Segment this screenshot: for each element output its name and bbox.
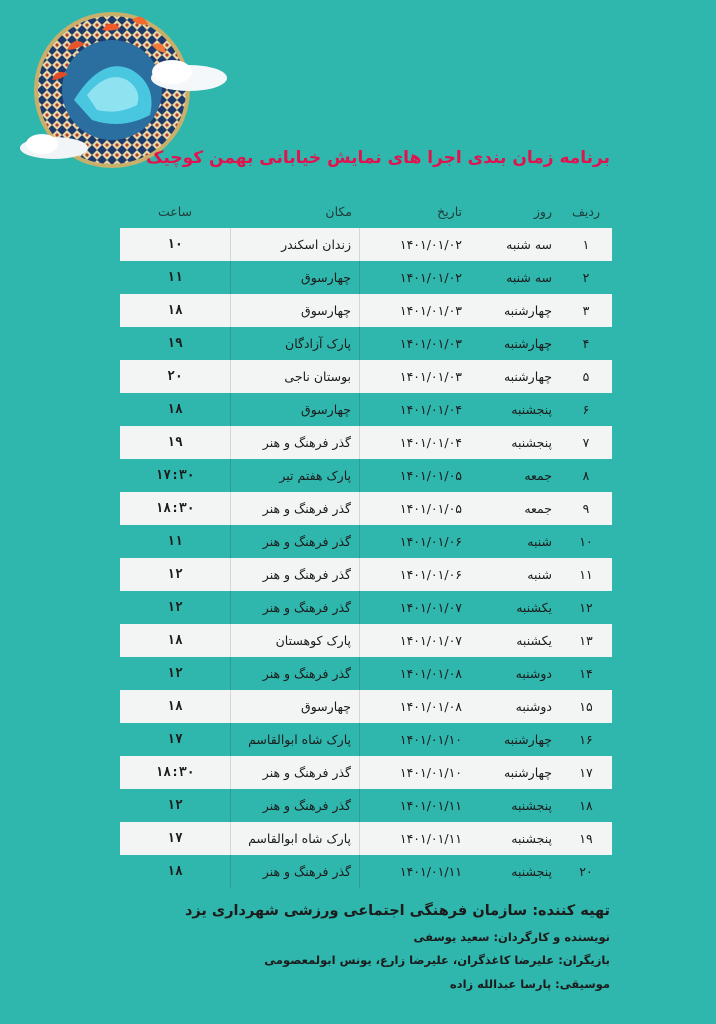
row-day: جمعه	[524, 501, 552, 516]
row-day: سه شنبه	[506, 270, 552, 285]
row-time: ۱۸	[167, 303, 183, 318]
row-time: ۱۹	[167, 336, 183, 351]
table-row	[120, 492, 612, 525]
row-time: ۱۷:۳۰	[155, 468, 195, 483]
row-day: شنبه	[527, 567, 552, 582]
row-date: ۱۴۰۱/۰۱/۰۴	[399, 402, 462, 417]
row-date: ۱۴۰۱/۰۱/۱۱	[399, 798, 462, 813]
footer-organizer: تهیه کننده: سازمان فرهنگی اجتماعی ورزشی شهرداری یزد	[184, 903, 610, 919]
row-place: چهارسوق	[230, 261, 360, 294]
row-index: ۹	[582, 501, 590, 516]
row-date: ۱۴۰۱/۰۱/۰۲	[399, 270, 462, 285]
row-index: ۱۹	[579, 831, 593, 846]
row-date: ۱۴۰۱/۰۱/۱۰	[399, 732, 462, 747]
row-date: ۱۴۰۱/۰۱/۰۶	[399, 534, 462, 549]
table-row	[120, 822, 612, 855]
row-index: ۱۳	[579, 633, 593, 648]
row-day: چهارشنبه	[503, 336, 552, 351]
table-row	[120, 360, 612, 393]
header-time: ساعت	[157, 203, 192, 219]
row-date: ۱۴۰۱/۰۱/۰۶	[399, 567, 462, 582]
row-date: ۱۴۰۱/۰۱/۰۴	[399, 435, 462, 450]
row-day: شنبه	[527, 534, 552, 549]
row-time: ۱۷	[167, 831, 183, 846]
row-day: یکشنبه	[516, 600, 552, 615]
row-time: ۱۲	[167, 567, 183, 582]
row-index: ۶	[582, 402, 590, 417]
table-row	[120, 789, 612, 822]
row-time: ۱۸	[167, 402, 183, 417]
table-row	[120, 591, 612, 624]
row-place: پارک کوهستان	[230, 624, 360, 657]
table-row	[120, 624, 612, 657]
table-row	[120, 558, 612, 591]
page-title: برنامه زمان بندی اجرا های نمایش خیابانی بهمن کوچیک	[145, 148, 610, 168]
table-row	[120, 459, 612, 492]
row-day: پنجشنبه	[511, 831, 552, 846]
schedule-table	[120, 194, 612, 888]
row-index: ۱۰	[579, 534, 593, 549]
table-header	[120, 194, 612, 228]
row-date: ۱۴۰۱/۰۱/۰۸	[399, 699, 462, 714]
row-place: پارک آزادگان	[230, 327, 360, 360]
table-row	[120, 723, 612, 756]
row-place: گذر فرهنگ و هنر	[230, 426, 360, 459]
row-time: ۱۸:۳۰	[155, 765, 195, 780]
row-date: ۱۴۰۱/۰۱/۰۲	[399, 237, 462, 252]
row-place: چهارسوق	[230, 690, 360, 723]
header-day: روز	[533, 203, 552, 219]
row-place: گذر فرهنگ و هنر	[230, 591, 360, 624]
header-index: ردیف	[571, 203, 601, 219]
table-row	[120, 261, 612, 294]
row-index: ۱	[582, 237, 590, 252]
table-row	[120, 393, 612, 426]
row-day: چهارشنبه	[503, 303, 552, 318]
row-index: ۱۱	[579, 567, 593, 582]
row-index: ۱۶	[579, 732, 593, 747]
row-day: پنجشنبه	[511, 798, 552, 813]
row-place: زندان اسکندر	[230, 228, 360, 261]
row-day: پنجشنبه	[511, 435, 552, 450]
row-index: ۱۵	[579, 699, 593, 714]
row-index: ۳	[582, 303, 590, 318]
row-day: یکشنبه	[516, 633, 552, 648]
footer-actors: بازیگران: علیرضا کاغذگران، علیرضا زارع، یونس ابولمعصومی	[264, 953, 610, 967]
row-index: ۵	[582, 369, 590, 384]
row-day: سه شنبه	[506, 237, 552, 252]
row-date: ۱۴۰۱/۰۱/۰۳	[399, 369, 462, 384]
row-date: ۱۴۰۱/۰۱/۰۳	[399, 303, 462, 318]
row-date: ۱۴۰۱/۰۱/۰۵	[399, 501, 462, 516]
table-row	[120, 228, 612, 261]
row-date: ۱۴۰۱/۰۱/۰۳	[399, 336, 462, 351]
row-place: بوستان ناجی	[230, 360, 360, 393]
table-row	[120, 690, 612, 723]
row-day: چهارشنبه	[503, 732, 552, 747]
row-index: ۱۲	[579, 600, 593, 615]
row-place: گذر فرهنگ و هنر	[230, 789, 360, 822]
table-row	[120, 327, 612, 360]
row-place: گذر فرهنگ و هنر	[230, 558, 360, 591]
row-time: ۱۲	[167, 666, 183, 681]
row-index: ۱۸	[579, 798, 593, 813]
row-date: ۱۴۰۱/۰۱/۰۵	[399, 468, 462, 483]
row-place: پارک شاه ابوالقاسم	[230, 723, 360, 756]
table-row	[120, 756, 612, 789]
row-index: ۸	[582, 468, 590, 483]
row-day: دوشنبه	[515, 699, 552, 714]
row-time: ۱۸	[167, 633, 183, 648]
row-index: ۱۴	[579, 666, 593, 681]
row-day: دوشنبه	[515, 666, 552, 681]
table-row	[120, 855, 612, 888]
row-time: ۱۷	[167, 732, 183, 747]
header-place: مکان	[325, 203, 352, 219]
row-place: پارک هفتم تیر	[230, 459, 360, 492]
row-time: ۱۸	[167, 699, 183, 714]
row-index: ۷	[582, 435, 590, 450]
row-date: ۱۴۰۱/۰۱/۰۷	[399, 633, 462, 648]
row-index: ۴	[582, 336, 590, 351]
row-day: چهارشنبه	[503, 765, 552, 780]
row-place: پارک شاه ابوالقاسم	[230, 822, 360, 855]
row-place: گذر فرهنگ و هنر	[230, 657, 360, 690]
row-day: چهارشنبه	[503, 369, 552, 384]
row-day: جمعه	[524, 468, 552, 483]
row-time: ۱۱	[167, 534, 183, 549]
row-date: ۱۴۰۱/۰۱/۰۸	[399, 666, 462, 681]
row-index: ۲	[582, 270, 590, 285]
footer-writer-director: نویسنده و کارگردان: سعید یوسفی	[413, 930, 610, 944]
footer-music: موسیقی: پارسا عبدالله زاده	[449, 977, 610, 991]
row-time: ۱۲	[167, 798, 183, 813]
row-place: گذر فرهنگ و هنر	[230, 756, 360, 789]
row-place: گذر فرهنگ و هنر	[230, 855, 360, 888]
row-date: ۱۴۰۱/۰۱/۱۰	[399, 765, 462, 780]
row-time: ۱۸:۳۰	[155, 501, 195, 516]
row-place: گذر فرهنگ و هنر	[230, 492, 360, 525]
row-date: ۱۴۰۱/۰۱/۱۱	[399, 864, 462, 879]
row-time: ۱۰	[167, 237, 183, 252]
row-date: ۱۴۰۱/۰۱/۱۱	[399, 831, 462, 846]
row-place: چهارسوق	[230, 393, 360, 426]
table-body	[120, 228, 612, 888]
row-index: ۱۷	[579, 765, 593, 780]
row-time: ۱۲	[167, 600, 183, 615]
row-day: پنجشنبه	[511, 402, 552, 417]
table-row	[120, 657, 612, 690]
row-place: چهارسوق	[230, 294, 360, 327]
row-time: ۱۸	[167, 864, 183, 879]
row-place: گذر فرهنگ و هنر	[230, 525, 360, 558]
row-time: ۲۰	[167, 369, 183, 384]
table-row	[120, 525, 612, 558]
row-date: ۱۴۰۱/۰۱/۰۷	[399, 600, 462, 615]
table-row	[120, 426, 612, 459]
row-time: ۱۹	[167, 435, 183, 450]
row-day: پنجشنبه	[511, 864, 552, 879]
header-date: تاریخ	[437, 203, 462, 219]
table-row	[120, 294, 612, 327]
row-time: ۱۱	[167, 270, 183, 285]
row-index: ۲۰	[579, 864, 593, 879]
